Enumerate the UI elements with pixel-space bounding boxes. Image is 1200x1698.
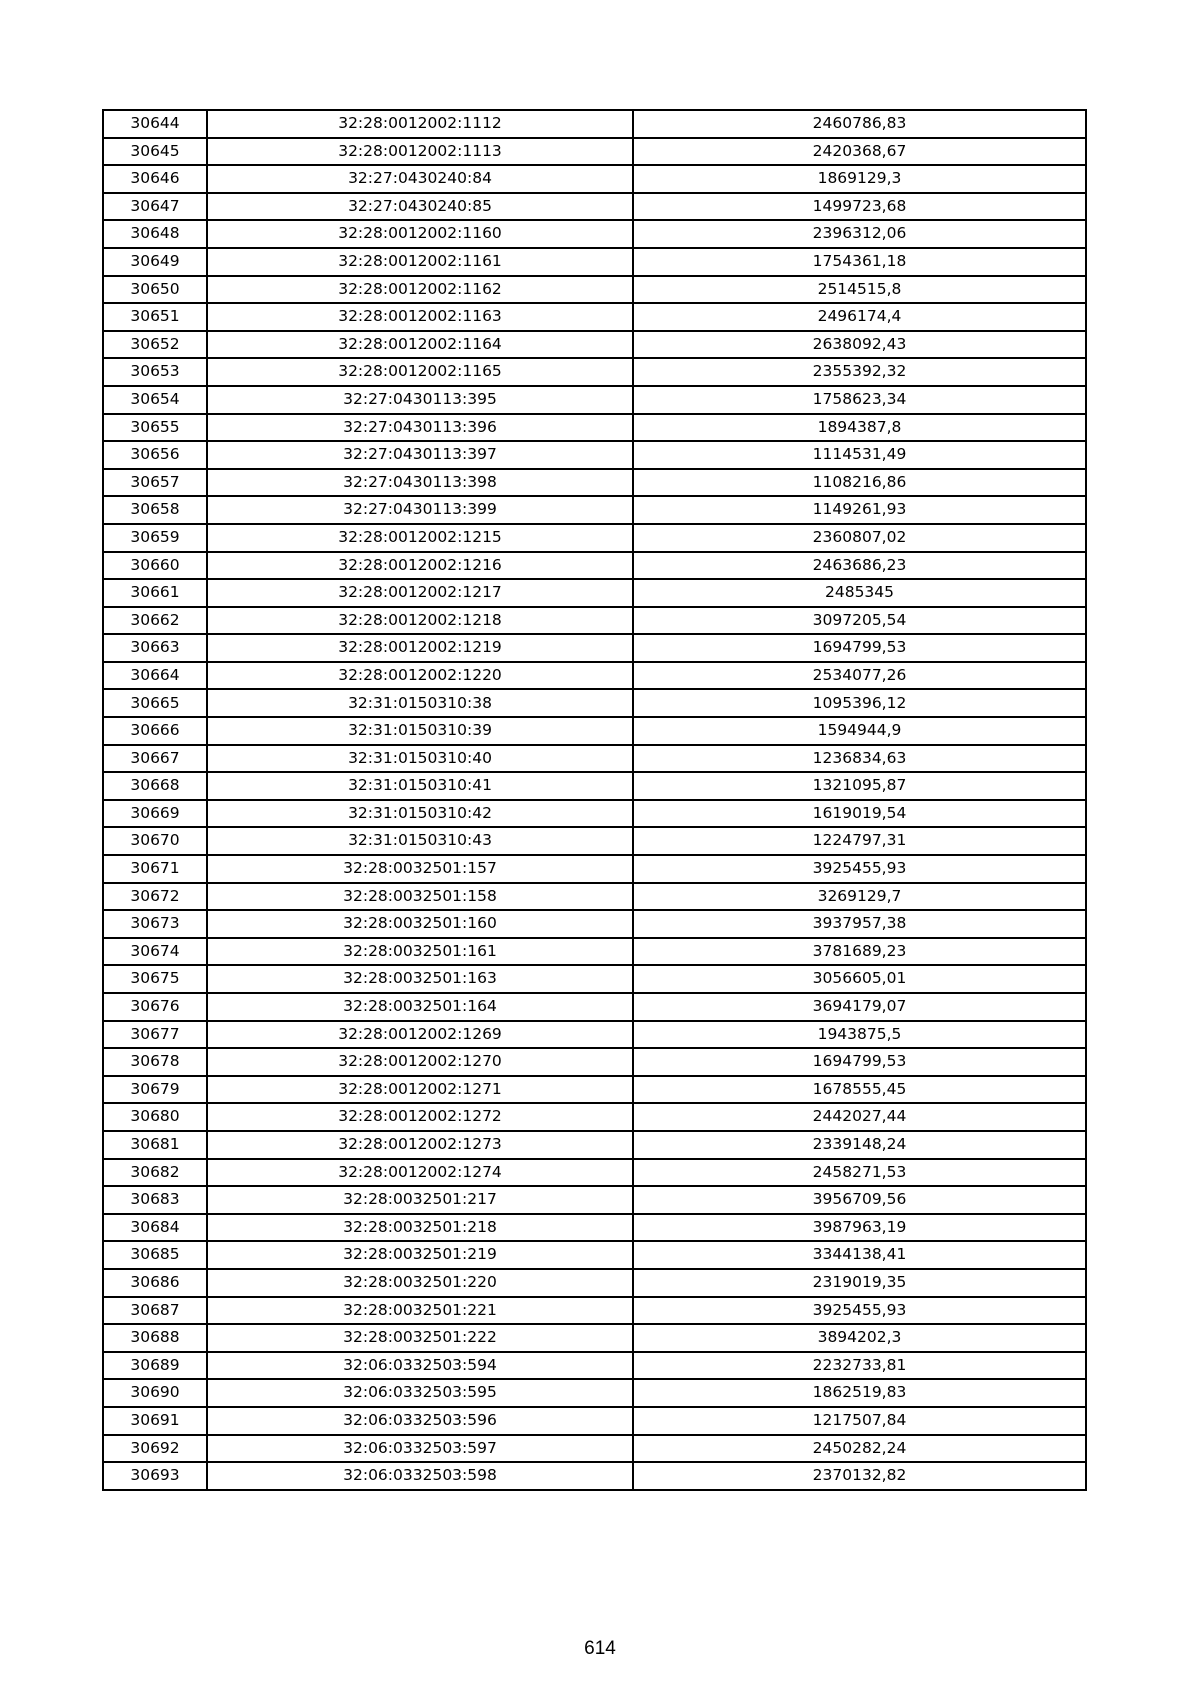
- cadastral-number-cell: 32:28:0012002:1220: [207, 662, 633, 690]
- row-number-cell: 30686: [103, 1269, 207, 1297]
- cadastral-value-table: [102, 109, 1087, 1491]
- value-cell: 1499723,68: [633, 193, 1086, 221]
- row-number-cell: 30666: [103, 717, 207, 745]
- cadastral-number-cell: 32:28:0032501:160: [207, 910, 633, 938]
- row-number-cell: 30646: [103, 165, 207, 193]
- table-row: [103, 1324, 1086, 1352]
- cadastral-number-cell: 32:27:0430113:397: [207, 441, 633, 469]
- row-number-cell: 30659: [103, 524, 207, 552]
- table-row: [103, 358, 1086, 386]
- table-row: [103, 1269, 1086, 1297]
- table-row: [103, 331, 1086, 359]
- row-number-cell: 30649: [103, 248, 207, 276]
- table-row: [103, 524, 1086, 552]
- value-cell: 3097205,54: [633, 607, 1086, 635]
- table-row: [103, 1048, 1086, 1076]
- value-cell: 1943875,5: [633, 1021, 1086, 1049]
- value-cell: 2638092,43: [633, 331, 1086, 359]
- row-number-cell: 30690: [103, 1379, 207, 1407]
- value-cell: 1217507,84: [633, 1407, 1086, 1435]
- table-row: [103, 220, 1086, 248]
- cadastral-number-cell: 32:28:0012002:1112: [207, 110, 633, 138]
- value-cell: 1095396,12: [633, 689, 1086, 717]
- table-row: [103, 827, 1086, 855]
- value-cell: 3781689,23: [633, 938, 1086, 966]
- value-cell: 2420368,67: [633, 138, 1086, 166]
- table-row: [103, 138, 1086, 166]
- row-number-cell: 30647: [103, 193, 207, 221]
- value-cell: 1149261,93: [633, 496, 1086, 524]
- value-cell: 1114531,49: [633, 441, 1086, 469]
- cadastral-number-cell: 32:28:0032501:217: [207, 1186, 633, 1214]
- row-number-cell: 30653: [103, 358, 207, 386]
- table-row: [103, 607, 1086, 635]
- row-number-cell: 30651: [103, 303, 207, 331]
- cadastral-number-cell: 32:28:0032501:221: [207, 1297, 633, 1325]
- row-number-cell: 30652: [103, 331, 207, 359]
- row-number-cell: 30671: [103, 855, 207, 883]
- cadastral-number-cell: 32:28:0012002:1271: [207, 1076, 633, 1104]
- table-row: [103, 1407, 1086, 1435]
- value-cell: 2463686,23: [633, 552, 1086, 580]
- value-cell: 3956709,56: [633, 1186, 1086, 1214]
- table-row: [103, 110, 1086, 138]
- value-cell: 3056605,01: [633, 965, 1086, 993]
- table-row: [103, 938, 1086, 966]
- value-cell: 1321095,87: [633, 772, 1086, 800]
- table-row: [103, 1186, 1086, 1214]
- table-row: [103, 579, 1086, 607]
- cadastral-number-cell: 32:06:0332503:598: [207, 1462, 633, 1490]
- cadastral-number-cell: 32:28:0012002:1161: [207, 248, 633, 276]
- row-number-cell: 30648: [103, 220, 207, 248]
- table-row: [103, 965, 1086, 993]
- cadastral-number-cell: 32:27:0430113:399: [207, 496, 633, 524]
- cadastral-number-cell: 32:31:0150310:41: [207, 772, 633, 800]
- row-number-cell: 30657: [103, 469, 207, 497]
- row-number-cell: 30681: [103, 1131, 207, 1159]
- cadastral-number-cell: 32:28:0032501:164: [207, 993, 633, 1021]
- row-number-cell: 30689: [103, 1352, 207, 1380]
- value-cell: 2319019,35: [633, 1269, 1086, 1297]
- table-row: [103, 414, 1086, 442]
- table-row: [103, 1131, 1086, 1159]
- value-cell: 2514515,8: [633, 276, 1086, 304]
- value-cell: 2460786,83: [633, 110, 1086, 138]
- value-cell: 1694799,53: [633, 634, 1086, 662]
- table-row: [103, 717, 1086, 745]
- row-number-cell: 30660: [103, 552, 207, 580]
- row-number-cell: 30661: [103, 579, 207, 607]
- row-number-cell: 30670: [103, 827, 207, 855]
- table-row: [103, 165, 1086, 193]
- value-cell: 2534077,26: [633, 662, 1086, 690]
- table-row: [103, 386, 1086, 414]
- row-number-cell: 30691: [103, 1407, 207, 1435]
- cadastral-number-cell: 32:28:0012002:1218: [207, 607, 633, 635]
- value-cell: 2485345: [633, 579, 1086, 607]
- row-number-cell: 30665: [103, 689, 207, 717]
- value-cell: 3925455,93: [633, 855, 1086, 883]
- table-row: [103, 772, 1086, 800]
- cadastral-number-cell: 32:28:0012002:1270: [207, 1048, 633, 1076]
- table-row: [103, 552, 1086, 580]
- cadastral-number-cell: 32:28:0012002:1274: [207, 1159, 633, 1187]
- table-row: [103, 993, 1086, 1021]
- row-number-cell: 30675: [103, 965, 207, 993]
- row-number-cell: 30650: [103, 276, 207, 304]
- value-cell: 2232733,81: [633, 1352, 1086, 1380]
- cadastral-number-cell: 32:28:0032501:220: [207, 1269, 633, 1297]
- value-cell: 2442027,44: [633, 1103, 1086, 1131]
- row-number-cell: 30673: [103, 910, 207, 938]
- cadastral-number-cell: 32:31:0150310:43: [207, 827, 633, 855]
- cadastral-number-cell: 32:27:0430240:85: [207, 193, 633, 221]
- table-row: [103, 1462, 1086, 1490]
- cadastral-number-cell: 32:31:0150310:42: [207, 800, 633, 828]
- table-row: [103, 496, 1086, 524]
- table-row: [103, 469, 1086, 497]
- value-cell: 3694179,07: [633, 993, 1086, 1021]
- cadastral-number-cell: 32:28:0012002:1273: [207, 1131, 633, 1159]
- row-number-cell: 30662: [103, 607, 207, 635]
- value-cell: 1869129,3: [633, 165, 1086, 193]
- table-row: [103, 441, 1086, 469]
- table-row: [103, 1435, 1086, 1463]
- row-number-cell: 30678: [103, 1048, 207, 1076]
- cadastral-number-cell: 32:28:0012002:1163: [207, 303, 633, 331]
- value-cell: 1678555,45: [633, 1076, 1086, 1104]
- row-number-cell: 30668: [103, 772, 207, 800]
- value-cell: 2458271,53: [633, 1159, 1086, 1187]
- row-number-cell: 30680: [103, 1103, 207, 1131]
- cadastral-number-cell: 32:27:0430113:398: [207, 469, 633, 497]
- value-cell: 3925455,93: [633, 1297, 1086, 1325]
- value-cell: 2496174,4: [633, 303, 1086, 331]
- value-cell: 1758623,34: [633, 386, 1086, 414]
- cadastral-number-cell: 32:28:0012002:1162: [207, 276, 633, 304]
- row-number-cell: 30672: [103, 883, 207, 911]
- row-number-cell: 30685: [103, 1241, 207, 1269]
- value-cell: 3344138,41: [633, 1241, 1086, 1269]
- row-number-cell: 30674: [103, 938, 207, 966]
- value-cell: 2355392,32: [633, 358, 1086, 386]
- table-row: [103, 1076, 1086, 1104]
- value-cell: 3894202,3: [633, 1324, 1086, 1352]
- cadastral-number-cell: 32:27:0430240:84: [207, 165, 633, 193]
- row-number-cell: 30688: [103, 1324, 207, 1352]
- row-number-cell: 30684: [103, 1214, 207, 1242]
- cadastral-number-cell: 32:28:0032501:218: [207, 1214, 633, 1242]
- value-cell: 3987963,19: [633, 1214, 1086, 1242]
- cadastral-number-cell: 32:31:0150310:38: [207, 689, 633, 717]
- table-row: [103, 883, 1086, 911]
- row-number-cell: 30692: [103, 1435, 207, 1463]
- cadastral-number-cell: 32:06:0332503:596: [207, 1407, 633, 1435]
- cadastral-number-cell: 32:28:0012002:1113: [207, 138, 633, 166]
- cadastral-number-cell: 32:31:0150310:39: [207, 717, 633, 745]
- cadastral-number-cell: 32:28:0012002:1216: [207, 552, 633, 580]
- table-row: [103, 1159, 1086, 1187]
- value-cell: 3937957,38: [633, 910, 1086, 938]
- row-number-cell: 30693: [103, 1462, 207, 1490]
- table-row: [103, 276, 1086, 304]
- table-row: [103, 689, 1086, 717]
- cadastral-number-cell: 32:28:0032501:163: [207, 965, 633, 993]
- cadastral-number-cell: 32:31:0150310:40: [207, 745, 633, 773]
- table-row: [103, 1297, 1086, 1325]
- cadastral-number-cell: 32:28:0012002:1217: [207, 579, 633, 607]
- table-row: [103, 303, 1086, 331]
- row-number-cell: 30677: [103, 1021, 207, 1049]
- value-cell: 2396312,06: [633, 220, 1086, 248]
- row-number-cell: 30645: [103, 138, 207, 166]
- value-cell: 1619019,54: [633, 800, 1086, 828]
- table-row: [103, 1214, 1086, 1242]
- cadastral-number-cell: 32:28:0012002:1215: [207, 524, 633, 552]
- row-number-cell: 30687: [103, 1297, 207, 1325]
- value-cell: 1594944,9: [633, 717, 1086, 745]
- value-cell: 1694799,53: [633, 1048, 1086, 1076]
- value-cell: 1894387,8: [633, 414, 1086, 442]
- cadastral-number-cell: 32:28:0012002:1164: [207, 331, 633, 359]
- value-cell: 1236834,63: [633, 745, 1086, 773]
- table-row: [103, 1021, 1086, 1049]
- row-number-cell: 30656: [103, 441, 207, 469]
- table-row: [103, 1103, 1086, 1131]
- value-cell: 1224797,31: [633, 827, 1086, 855]
- cadastral-number-cell: 32:28:0032501:219: [207, 1241, 633, 1269]
- table-row: [103, 800, 1086, 828]
- value-cell: 1108216,86: [633, 469, 1086, 497]
- cadastral-number-cell: 32:28:0032501:222: [207, 1324, 633, 1352]
- row-number-cell: 30658: [103, 496, 207, 524]
- row-number-cell: 30655: [103, 414, 207, 442]
- cadastral-number-cell: 32:28:0012002:1160: [207, 220, 633, 248]
- row-number-cell: 30667: [103, 745, 207, 773]
- cadastral-number-cell: 32:27:0430113:396: [207, 414, 633, 442]
- cadastral-number-cell: 32:28:0012002:1272: [207, 1103, 633, 1131]
- value-cell: 2339148,24: [633, 1131, 1086, 1159]
- row-number-cell: 30683: [103, 1186, 207, 1214]
- cadastral-number-cell: 32:27:0430113:395: [207, 386, 633, 414]
- page-number: 614: [584, 1638, 616, 1659]
- row-number-cell: 30679: [103, 1076, 207, 1104]
- value-cell: 2450282,24: [633, 1435, 1086, 1463]
- value-cell: 1754361,18: [633, 248, 1086, 276]
- cadastral-number-cell: 32:06:0332503:597: [207, 1435, 633, 1463]
- table-row: [103, 634, 1086, 662]
- table-row: [103, 910, 1086, 938]
- value-cell: 1862519,83: [633, 1379, 1086, 1407]
- cadastral-number-cell: 32:28:0032501:161: [207, 938, 633, 966]
- table-body: [103, 110, 1086, 1490]
- row-number-cell: 30676: [103, 993, 207, 1021]
- row-number-cell: 30654: [103, 386, 207, 414]
- table-row: [103, 855, 1086, 883]
- cadastral-number-cell: 32:28:0032501:157: [207, 855, 633, 883]
- table-row: [103, 193, 1086, 221]
- cadastral-number-cell: 32:06:0332503:595: [207, 1379, 633, 1407]
- cadastral-number-cell: 32:28:0012002:1165: [207, 358, 633, 386]
- row-number-cell: 30669: [103, 800, 207, 828]
- cadastral-number-cell: 32:28:0032501:158: [207, 883, 633, 911]
- table-row: [103, 745, 1086, 773]
- value-cell: 2360807,02: [633, 524, 1086, 552]
- row-number-cell: 30644: [103, 110, 207, 138]
- table-row: [103, 662, 1086, 690]
- cadastral-number-cell: 32:28:0012002:1219: [207, 634, 633, 662]
- row-number-cell: 30663: [103, 634, 207, 662]
- value-cell: 2370132,82: [633, 1462, 1086, 1490]
- cadastral-number-cell: 32:28:0012002:1269: [207, 1021, 633, 1049]
- table-row: [103, 1379, 1086, 1407]
- cadastral-number-cell: 32:06:0332503:594: [207, 1352, 633, 1380]
- table-row: [103, 1241, 1086, 1269]
- row-number-cell: 30664: [103, 662, 207, 690]
- table-row: [103, 248, 1086, 276]
- table-row: [103, 1352, 1086, 1380]
- row-number-cell: 30682: [103, 1159, 207, 1187]
- value-cell: 3269129,7: [633, 883, 1086, 911]
